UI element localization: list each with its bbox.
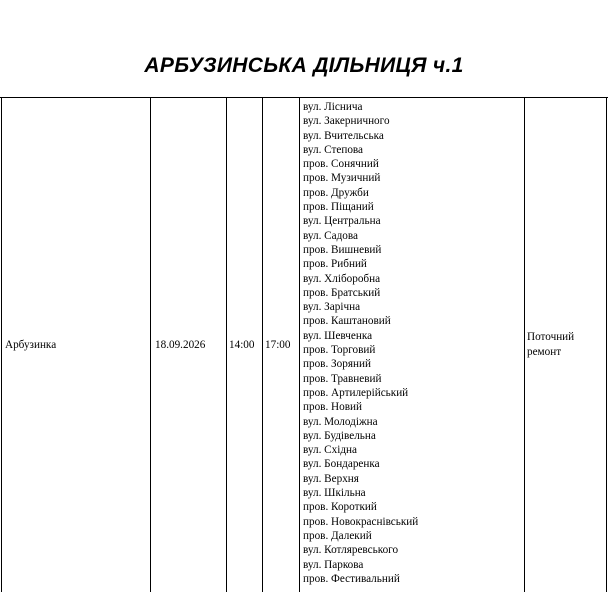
reason-line: Поточний xyxy=(527,331,575,343)
table-top-border xyxy=(0,97,608,98)
list-item: вул. Вчительська xyxy=(303,129,384,142)
list-item: пров. Фестивальний xyxy=(303,572,400,585)
date-cell: 18.09.2026 xyxy=(155,339,206,351)
list-item: пров. Музичний xyxy=(303,172,381,185)
list-item: пров. Короткий xyxy=(303,501,377,514)
table-right-border xyxy=(606,97,607,592)
column-divider xyxy=(299,97,300,592)
list-item: пров. Сонячний xyxy=(303,158,379,171)
column-divider xyxy=(524,97,525,592)
list-item: вул. Садова xyxy=(303,229,358,242)
list-item: вул. Молодіжна xyxy=(303,415,378,428)
list-item: вул. Лісничa xyxy=(303,101,363,113)
streets-list xyxy=(303,100,418,586)
list-item: пров. Новокраснівський xyxy=(303,515,419,528)
list-item: вул. Паркова xyxy=(303,558,364,571)
time-end-cell: 17:00 xyxy=(265,339,291,351)
list-item: вул. Степова xyxy=(303,143,364,156)
list-item: вул. Зарічна xyxy=(303,301,361,314)
list-item: вул. Закерничного xyxy=(303,115,390,128)
list-item: пров. Піщаний xyxy=(303,201,374,214)
list-item: вул. Шевченка xyxy=(303,329,373,342)
list-item: пров. Братський xyxy=(303,286,381,299)
column-divider xyxy=(262,97,263,592)
settlement-cell: Арбузинка xyxy=(5,339,57,351)
list-item: вул. Котляревського xyxy=(303,544,399,557)
list-item: вул. Будівельна xyxy=(303,429,376,442)
column-divider xyxy=(226,97,227,592)
list-item: вул. Бондаренка xyxy=(303,458,380,471)
list-item: пров. Травневий xyxy=(303,372,382,385)
list-item: пров. Артилерійський xyxy=(303,386,409,399)
reason-cell xyxy=(527,330,597,360)
time-start-cell: 14:00 xyxy=(229,339,255,351)
list-item: пров. Каштановий xyxy=(303,315,391,328)
list-item: пров. Дружби xyxy=(303,186,369,199)
list-item: вул. Центральна xyxy=(303,215,381,228)
list-item: пров. Вишневий xyxy=(303,243,382,256)
page-title: АРБУЗИНСЬКА ДІЛЬНИЦЯ ч.1 xyxy=(144,54,464,77)
list-item: пров. Торговий xyxy=(303,344,376,357)
table-left-border xyxy=(1,97,2,592)
list-item: пров. Далекий xyxy=(303,529,372,542)
list-item: пров. Новий xyxy=(303,401,362,414)
column-divider xyxy=(150,97,151,592)
list-item: вул. Хліборобна xyxy=(303,272,381,285)
reason-line: ремонт xyxy=(527,346,562,358)
list-item: пров. Рибний xyxy=(303,258,367,271)
list-item: вул. Шкільна xyxy=(303,487,366,500)
list-item: вул. Верхня xyxy=(303,472,359,485)
list-item: пров. Зоряний xyxy=(303,358,371,371)
list-item: вул. Східна xyxy=(303,444,357,457)
